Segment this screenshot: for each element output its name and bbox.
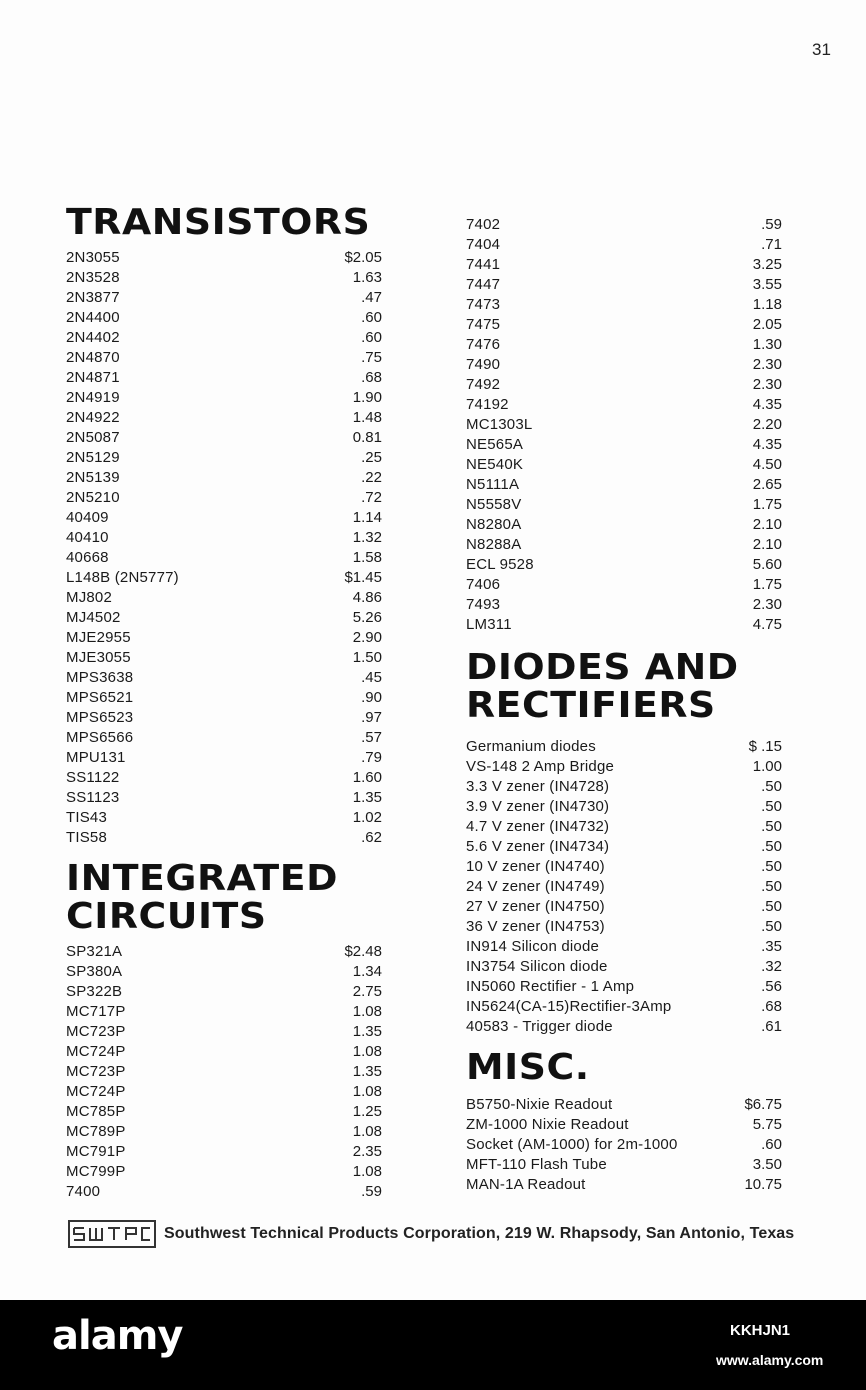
item-name: TIS43 [66,809,108,826]
item-name: 3.9 V zener (IN4730) [466,798,610,815]
item-price: .50 [761,858,782,875]
item-price: 1.50 [352,649,382,666]
price-row [66,942,382,962]
item-price: .25 [361,449,382,466]
ic-heading-line2: CIRCUITS [66,896,267,937]
price-row [466,395,782,415]
item-price: .72 [361,489,382,506]
item-name: SP322B [66,983,123,1000]
item-price: 2.75 [352,983,382,1000]
item-price: .50 [761,818,782,835]
item-price: 1.08 [352,1043,382,1060]
swtpc-logo [68,1220,156,1248]
item-name: 2N5139 [66,469,120,486]
price-row [66,348,382,368]
item-name: NE540K [466,456,524,473]
price-row [466,737,782,757]
item-name: 4.7 V zener (IN4732) [466,818,610,835]
item-name: 2N5087 [66,429,120,446]
price-row [466,857,782,877]
item-name: IN5624(CA-15)Rectifier-3Amp [466,998,672,1015]
item-price: 1.30 [752,336,782,353]
item-price: .59 [361,1183,382,1200]
price-row [66,288,382,308]
price-row [66,1082,382,1102]
footer-address: Southwest Technical Products Corporation, 219 W. Rhapsody, San Antonio, Texas [164,1225,795,1242]
price-row [66,308,382,328]
price-row [66,588,382,608]
price-row [66,628,382,648]
diodes-heading-line2: RECTIFIERS [466,685,716,726]
item-name: MJE2955 [66,629,131,646]
item-name: MC724P [66,1043,126,1060]
price-row [66,328,382,348]
item-price: .60 [361,329,382,346]
item-name: MC799P [66,1163,126,1180]
price-row [466,595,782,615]
item-name: MC791P [66,1143,126,1160]
price-row [66,428,382,448]
price-row [466,215,782,235]
item-name: SP380A [66,963,123,980]
price-row [66,408,382,428]
left-column [66,204,382,1202]
price-row [66,668,382,688]
price-row [66,1182,382,1202]
item-price: .90 [361,689,382,706]
item-price: 1.35 [352,1063,382,1080]
watermark-image-id: KKHJN1 [730,1322,791,1339]
item-price: 1.35 [352,789,382,806]
item-price: 0.81 [352,429,382,446]
item-name: MC789P [66,1123,126,1140]
item-name: 7492 [466,376,501,393]
item-name: 7402 [466,216,501,233]
item-price: .35 [761,938,782,955]
price-row [66,608,382,628]
item-price: 1.14 [352,509,382,526]
item-name: 7476 [466,336,501,353]
item-name: 2N5210 [66,489,120,506]
item-name: 36 V zener (IN4753) [466,918,605,935]
price-row [66,568,382,588]
item-name: 7473 [466,296,501,313]
item-name: 2N4922 [66,409,120,426]
swtpc-logo-mark [70,1222,154,1246]
item-price: 1.60 [352,769,382,786]
watermark-brand: alamy [52,1313,183,1359]
item-price: $ .15 [748,738,782,755]
item-price: 1.08 [352,1163,382,1180]
misc-heading: MISC. [466,1047,590,1088]
item-price: 1.75 [752,576,782,593]
price-row [66,1062,382,1082]
price-row [66,982,382,1002]
price-row [466,475,782,495]
item-price: 1.08 [352,1003,382,1020]
item-name: IN5060 Rectifier - 1 Amp [466,978,635,995]
item-name: MJ802 [66,589,113,606]
item-name: ECL 9528 [466,556,534,573]
item-name: N5558V [466,496,522,513]
item-price: .68 [361,369,382,386]
item-price: 2.05 [752,316,782,333]
price-row [66,448,382,468]
item-name: SS1122 [66,769,120,786]
price-row [466,295,782,315]
item-price: .75 [361,349,382,366]
item-price: 4.86 [352,589,382,606]
item-name: 7441 [466,256,501,273]
item-price: .71 [761,236,782,253]
price-row [466,515,782,535]
item-price: 1.18 [752,296,782,313]
price-row [66,828,382,848]
item-name: 74192 [466,396,509,413]
item-price: 2.30 [752,356,782,373]
price-row [466,837,782,857]
price-row [66,808,382,828]
item-name: 10 V zener (IN4740) [466,858,605,875]
item-name: LM311 [466,616,512,633]
item-price: .50 [761,898,782,915]
item-name: N8280A [466,516,522,533]
price-row [466,1135,782,1155]
item-price: .50 [761,778,782,795]
price-row [466,235,782,255]
price-row [466,1115,782,1135]
ic-heading-line1: INTEGRATED [66,858,338,899]
item-price: 2.30 [752,376,782,393]
price-row [66,1142,382,1162]
item-price: 1.32 [352,529,382,546]
item-price: .60 [761,1136,782,1153]
item-price: 1.90 [352,389,382,406]
item-price: .22 [361,469,382,486]
price-row [66,388,382,408]
price-row [466,957,782,977]
right-column [466,215,782,1195]
item-name: 40668 [66,549,109,566]
item-name: MJ4502 [66,609,121,626]
item-name: 7400 [66,1183,101,1200]
price-row [466,315,782,335]
price-row [66,1042,382,1062]
ic-heading-block [66,860,382,936]
price-row [466,335,782,355]
price-row [66,1022,382,1042]
price-row [66,368,382,388]
price-row [466,255,782,275]
price-row [466,757,782,777]
item-price: 1.48 [352,409,382,426]
item-name: IN914 Silicon diode [466,938,600,955]
item-price: 4.35 [752,396,782,413]
item-price: 5.60 [752,556,782,573]
item-price: $6.75 [744,1096,782,1113]
item-name: TIS58 [66,829,108,846]
item-name: MC717P [66,1003,126,1020]
price-row [466,415,782,435]
item-name: 2N4919 [66,389,120,406]
price-row [466,877,782,897]
price-row [466,1175,782,1195]
price-row [466,435,782,455]
footer [68,1220,794,1248]
item-name: 40583 - Trigger diode [466,1018,613,1035]
ic-list-right [466,215,782,635]
price-row [466,897,782,917]
ic-list-left [66,942,382,1202]
price-row [66,268,382,288]
item-price: .57 [361,729,382,746]
diodes-heading-block [466,649,782,725]
item-price: 1.08 [352,1083,382,1100]
item-name: 5.6 V zener (IN4734) [466,838,610,855]
item-name: N8288A [466,536,522,553]
item-name: MFT-110 Flash Tube [466,1156,607,1173]
price-row [466,777,782,797]
item-price: 4.35 [752,436,782,453]
item-name: MPS6523 [66,709,134,726]
item-price: 3.50 [752,1156,782,1173]
item-price: .61 [761,1018,782,1035]
item-price: .59 [761,216,782,233]
item-name: 2N4870 [66,349,120,366]
price-row [466,615,782,635]
item-price: 1.00 [752,758,782,775]
item-price: .56 [761,978,782,995]
item-price: 2.65 [752,476,782,493]
price-row [66,688,382,708]
price-row [466,1017,782,1037]
item-name: Socket (AM-1000) for 2m-1000 [466,1136,678,1153]
page-number: 31 [812,40,831,59]
item-name: MC1303L [466,416,533,433]
price-row [466,375,782,395]
item-name: N5111A [466,476,520,493]
item-price: .62 [361,829,382,846]
price-row [466,355,782,375]
item-name: 7404 [466,236,501,253]
item-price: 1.75 [752,496,782,513]
price-row [66,548,382,568]
price-row [466,1155,782,1175]
price-row [466,1095,782,1115]
item-price: $1.45 [344,569,382,586]
price-row [66,508,382,528]
item-price: .50 [761,918,782,935]
item-price: .79 [361,749,382,766]
item-price: .60 [361,309,382,326]
item-name: IN3754 Silicon diode [466,958,608,975]
price-row [466,275,782,295]
item-price: 2.30 [752,596,782,613]
item-name: 7447 [466,276,501,293]
price-row [66,768,382,788]
item-name: 2N3877 [66,289,120,306]
item-name: Germanium diodes [466,738,596,755]
item-price: .50 [761,838,782,855]
item-name: 24 V zener (IN4749) [466,878,605,895]
item-name: VS-148 2 Amp Bridge [466,758,615,775]
item-price: 1.58 [352,549,382,566]
item-name: 2N3528 [66,269,120,286]
price-row [66,488,382,508]
diodes-list [466,737,782,1037]
price-row [66,1162,382,1182]
diodes-heading-line1: DIODES AND [466,647,739,688]
item-name: 27 V zener (IN4750) [466,898,605,915]
item-name: 7493 [466,596,501,613]
item-price: 2.35 [352,1143,382,1160]
item-price: .45 [361,669,382,686]
item-name: 40410 [66,529,109,546]
item-name: MPS3638 [66,669,134,686]
price-row [466,575,782,595]
price-row [66,748,382,768]
item-name: 2N4400 [66,309,120,326]
item-name: MPS6521 [66,689,134,706]
item-name: MPS6566 [66,729,134,746]
price-row [66,1002,382,1022]
watermark-site: www.alamy.com [716,1352,824,1368]
price-row [466,495,782,515]
price-row [66,728,382,748]
price-row [66,528,382,548]
price-row [466,455,782,475]
item-price: 5.75 [752,1116,782,1133]
item-name: L148B (2N5777) [66,569,179,586]
item-price: 2.90 [352,629,382,646]
item-price: .32 [761,958,782,975]
item-price: 2.10 [752,516,782,533]
price-row [466,937,782,957]
item-price: 3.25 [752,256,782,273]
item-name: 40409 [66,509,109,526]
item-name: SP321A [66,943,123,960]
price-row [466,555,782,575]
item-price: 4.75 [752,616,782,633]
item-name: 3.3 V zener (IN4728) [466,778,610,795]
price-row [466,977,782,997]
item-name: MC724P [66,1083,126,1100]
item-name: 2N5129 [66,449,120,466]
item-name: SS1123 [66,789,120,806]
item-price: .47 [361,289,382,306]
item-name: MAN-1A Readout [466,1176,586,1193]
price-row [466,997,782,1017]
item-price: 1.34 [352,963,382,980]
item-price: 10.75 [744,1176,782,1193]
item-price: 2.10 [752,536,782,553]
item-price: 5.26 [352,609,382,626]
item-name: MPU131 [66,749,126,766]
misc-list [466,1095,782,1195]
transistors-list [66,248,382,848]
item-price: 1.63 [352,269,382,286]
item-price: .97 [361,709,382,726]
item-name: 7490 [466,356,501,373]
item-name: 7475 [466,316,501,333]
price-row [66,1122,382,1142]
price-row [466,917,782,937]
price-row [66,708,382,728]
item-price: 1.08 [352,1123,382,1140]
price-row [66,648,382,668]
item-price: .50 [761,798,782,815]
price-row [66,788,382,808]
item-price: 3.55 [752,276,782,293]
item-name: 7406 [466,576,501,593]
price-row [66,248,382,268]
item-price: .68 [761,998,782,1015]
item-name: ZM-1000 Nixie Readout [466,1116,629,1133]
item-price: 2.20 [752,416,782,433]
price-row [466,817,782,837]
item-price: 1.35 [352,1023,382,1040]
item-price: 4.50 [752,456,782,473]
item-price: 1.25 [352,1103,382,1120]
price-row [466,797,782,817]
item-name: 2N4402 [66,329,120,346]
item-name: MC723P [66,1063,126,1080]
item-price: .50 [761,878,782,895]
item-name: 2N3055 [66,249,120,266]
price-row [66,468,382,488]
item-name: MC723P [66,1023,126,1040]
item-name: B5750-Nixie Readout [466,1096,613,1113]
item-price: $2.05 [344,249,382,266]
item-name: MJE3055 [66,649,131,666]
price-row [466,535,782,555]
item-name: MC785P [66,1103,126,1120]
transistors-heading: TRANSISTORS [66,202,371,243]
item-name: NE565A [466,436,524,453]
price-row [66,962,382,982]
item-name: 2N4871 [66,369,120,386]
item-price: 1.02 [352,809,382,826]
price-row [66,1102,382,1122]
item-price: $2.48 [344,943,382,960]
